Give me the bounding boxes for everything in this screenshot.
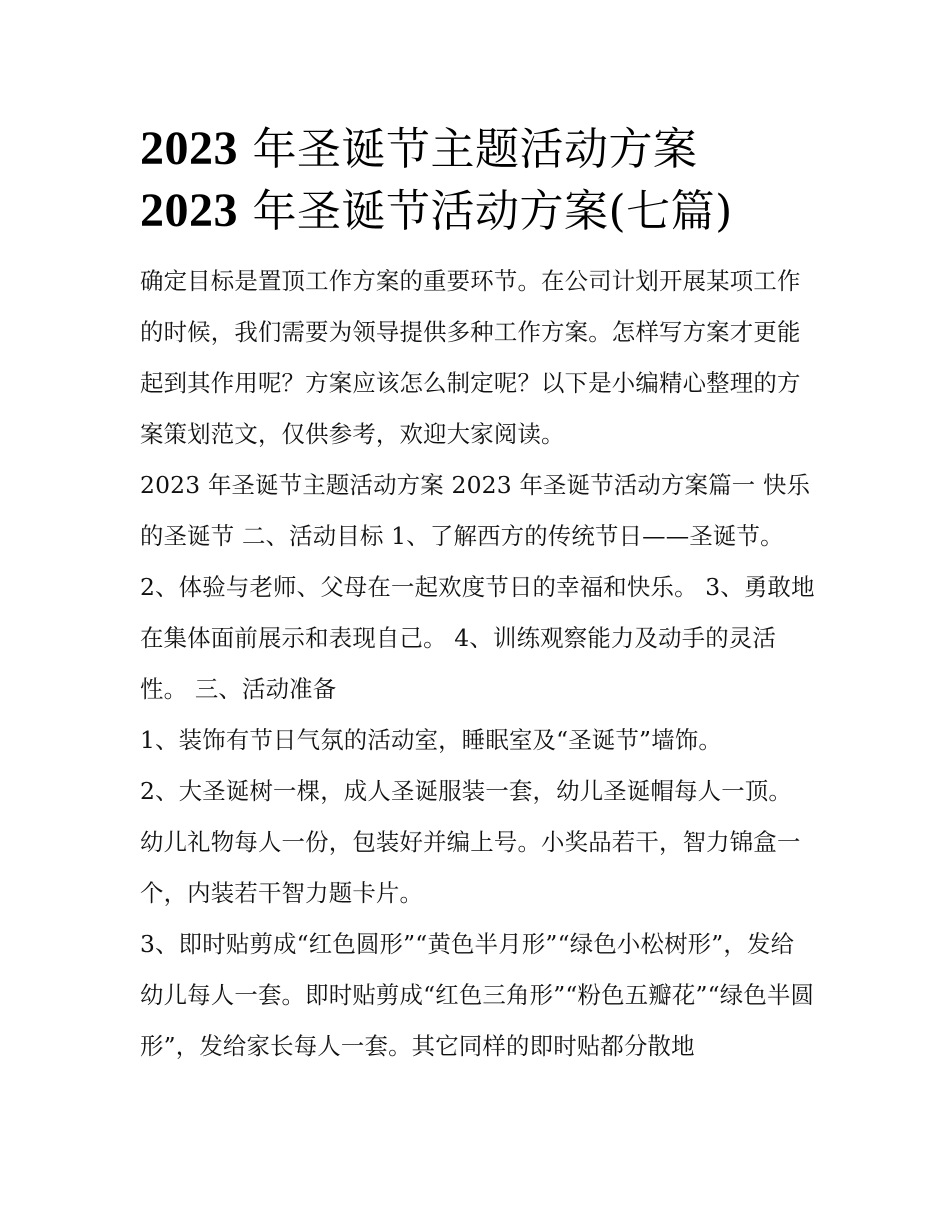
intro-paragraph: 确定目标是置顶工作方案的重要环节。在公司计划开展某项工作的时候，我们需要为领导提供多种工作方案。怎样写方案才更能起到其作用呢？方案应该怎么制定呢？以下是小编精心整理的方案策划范文，仅供参考，欢迎大家阅读。 bbox=[140, 267, 801, 448]
title-line-2-year: 2023 bbox=[140, 184, 238, 237]
document-title bbox=[140, 118, 815, 242]
title-line-1-year: 2023 bbox=[140, 122, 238, 175]
title-line-1 bbox=[140, 118, 815, 180]
document-page bbox=[140, 118, 815, 1072]
preparation-item-2: 2、大圣诞树一棵，成人圣诞服装一套，幼儿圣诞帽每人一顶。幼儿礼物每人一份，包装好并编上号。小奖品若干，智力锦盒一个，内装若干智力题卡片。 bbox=[140, 777, 801, 907]
title-line-2 bbox=[140, 180, 815, 242]
title-line-1-text: 年圣诞节主题活动方案 bbox=[238, 124, 698, 175]
preparation-item-3: 3、即时贴剪成“红色圆形”“黄色半月形”“绿色小松树形”，发给幼儿每人一套。即时贴剪成“红色三角形”“粉色五瓣花”“绿色半圆形”，发给家长每人一套。其它同样的即时贴都分散地 bbox=[140, 930, 815, 1060]
preparation-item-1: 1、装饰有节日气氛的活动室，睡眠室及“圣诞节”墙饰。 bbox=[140, 726, 722, 754]
title-line-2-text: 年圣诞节活动方案(七篇) bbox=[238, 186, 733, 237]
activity-goals-paragraph: 2023 年圣诞节主题活动方案 2023 年圣诞节活动方案篇一 快乐的圣诞节 二、活动目标 1、了解西方的传统节日——圣诞节。2、体验与老师、父母在一起欢度节日的幸福和快乐。 3、勇敢地在集体面前展示和表现自己。 4、训练观察能力及动手的灵活性。 三、活动准备 bbox=[140, 471, 815, 703]
document-body bbox=[140, 256, 815, 1072]
